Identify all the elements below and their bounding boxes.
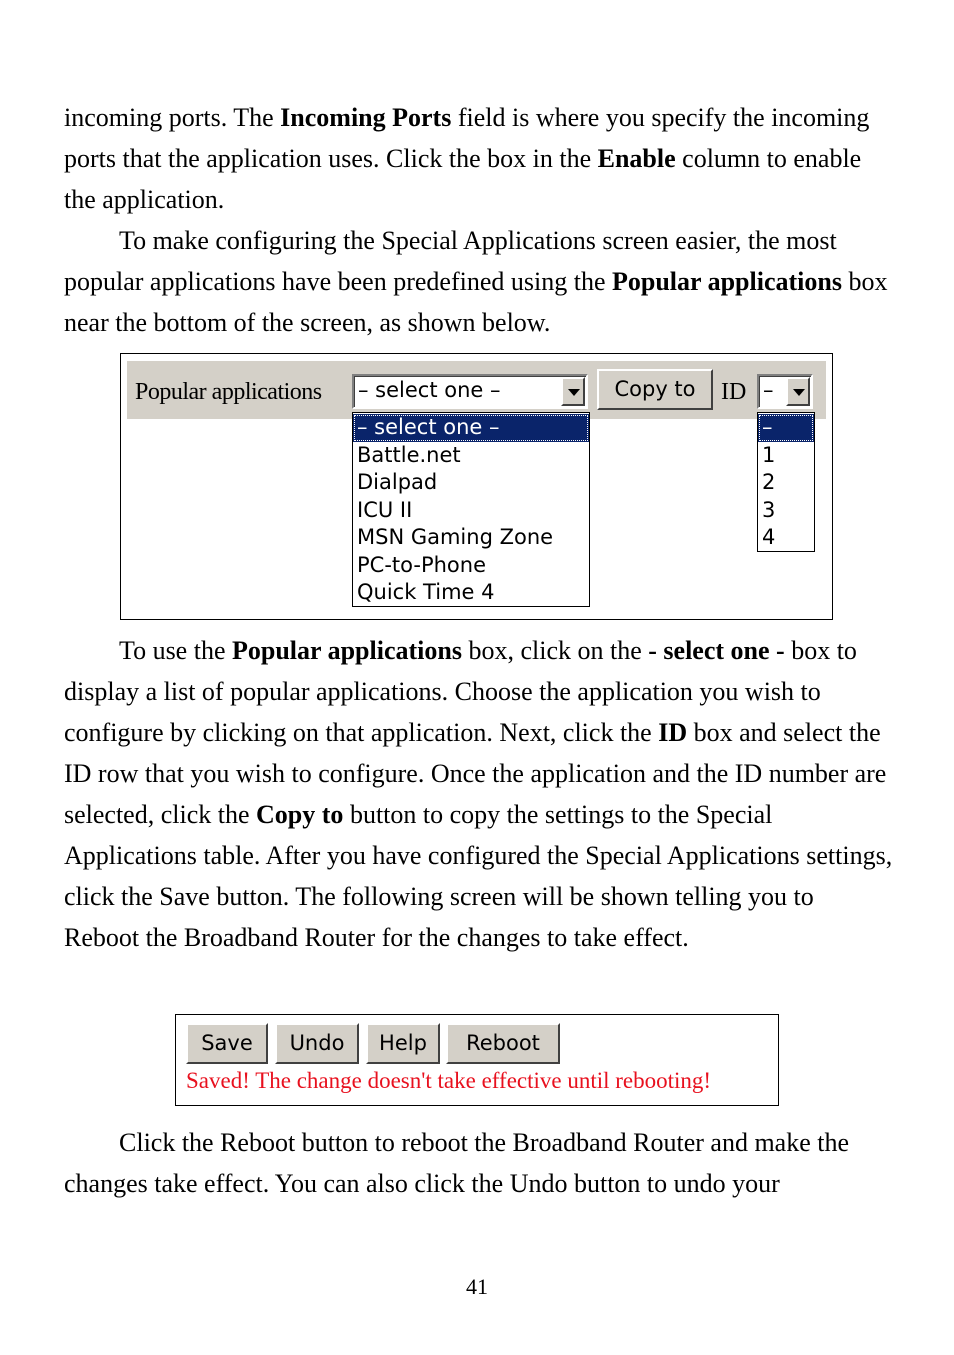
app-option[interactable]: Dialpad — [357, 470, 438, 494]
id-select-value: – — [763, 378, 774, 402]
save-button[interactable]: Save — [186, 1023, 268, 1064]
app-select-value: – select one – — [358, 378, 501, 402]
app-select[interactable] — [352, 374, 588, 409]
saved-message: Saved! The change doesn't take effective until rebooting! — [186, 1068, 712, 1093]
text: To make configuring the Special Applications screen easier, the most popular applications have been predefined using the — [64, 226, 837, 296]
id-option[interactable]: 4 — [762, 525, 776, 549]
text: box, click on the — [461, 636, 649, 665]
id-label: ID — [721, 379, 747, 405]
text: box to display a list of popular applications. Choose the application you wish to configure by clicking on that application. Next, click the — [64, 636, 857, 747]
text: Click the Reboot button to reboot the Broadband Router and make the changes take effect. You can also click the Undo button to undo your — [64, 1128, 850, 1198]
bold-term: Popular applications — [232, 636, 462, 665]
id-select[interactable] — [757, 374, 813, 409]
app-option[interactable]: PC-to-Phone — [357, 552, 487, 577]
app-option[interactable]: – select one – — [353, 414, 589, 442]
save-reboot-figure — [175, 1014, 779, 1106]
bold-term: - select one - — [648, 636, 785, 665]
text: box near the bottom of the screen, as shown below. — [64, 267, 888, 337]
app-option[interactable]: MSN Gaming Zone — [357, 525, 554, 549]
app-option[interactable]: Quick Time 4 — [357, 580, 495, 604]
bold-term: ID — [658, 718, 688, 747]
id-dropdown-list — [757, 412, 815, 552]
bold-term: Enable — [597, 144, 676, 173]
bold-term: Copy to — [256, 800, 344, 829]
copy-to-button[interactable]: Copy to — [597, 369, 713, 410]
id-option[interactable]: 3 — [762, 497, 776, 522]
app-dropdown-list — [352, 412, 590, 607]
text: field is where you specify the incoming ports that the application uses. Click the box in the — [64, 103, 870, 173]
popular-applications-label: Popular applications — [135, 379, 322, 405]
id-option[interactable]: – — [758, 414, 814, 442]
app-option[interactable]: ICU II — [357, 497, 413, 522]
text: incoming ports. The — [64, 103, 281, 132]
undo-button[interactable]: Undo — [275, 1023, 359, 1064]
text: box and select the ID row that you wish to configure. Once the application and the ID number are selected, click the — [64, 718, 887, 829]
paragraph-1 — [64, 97, 894, 220]
paragraph-4 — [64, 1122, 894, 1204]
paragraph-3 — [64, 630, 894, 958]
reboot-button[interactable]: Reboot — [446, 1023, 560, 1064]
paragraph-2 — [64, 220, 894, 343]
text: To use the — [119, 636, 232, 665]
bold-term: Popular applications — [611, 267, 842, 296]
app-option[interactable]: Battle.net — [357, 442, 461, 467]
chevron-down-icon[interactable] — [561, 377, 585, 406]
id-option[interactable]: 1 — [762, 442, 776, 467]
chevron-down-icon[interactable] — [786, 377, 810, 406]
text: button to copy the settings to the Special Applications table. After you have configured the Special Applications settings, click the Save button. The following screen will be shown telling you to Reboot the Broadband Router for the changes to take effect. — [64, 800, 893, 952]
id-option[interactable]: 2 — [762, 470, 776, 494]
text: column to enable the application. — [64, 144, 862, 214]
popular-applications-figure — [120, 353, 833, 620]
help-button[interactable]: Help — [366, 1023, 440, 1064]
bold-term: Incoming Ports — [280, 103, 452, 132]
page-number: 41 — [466, 1274, 488, 1299]
